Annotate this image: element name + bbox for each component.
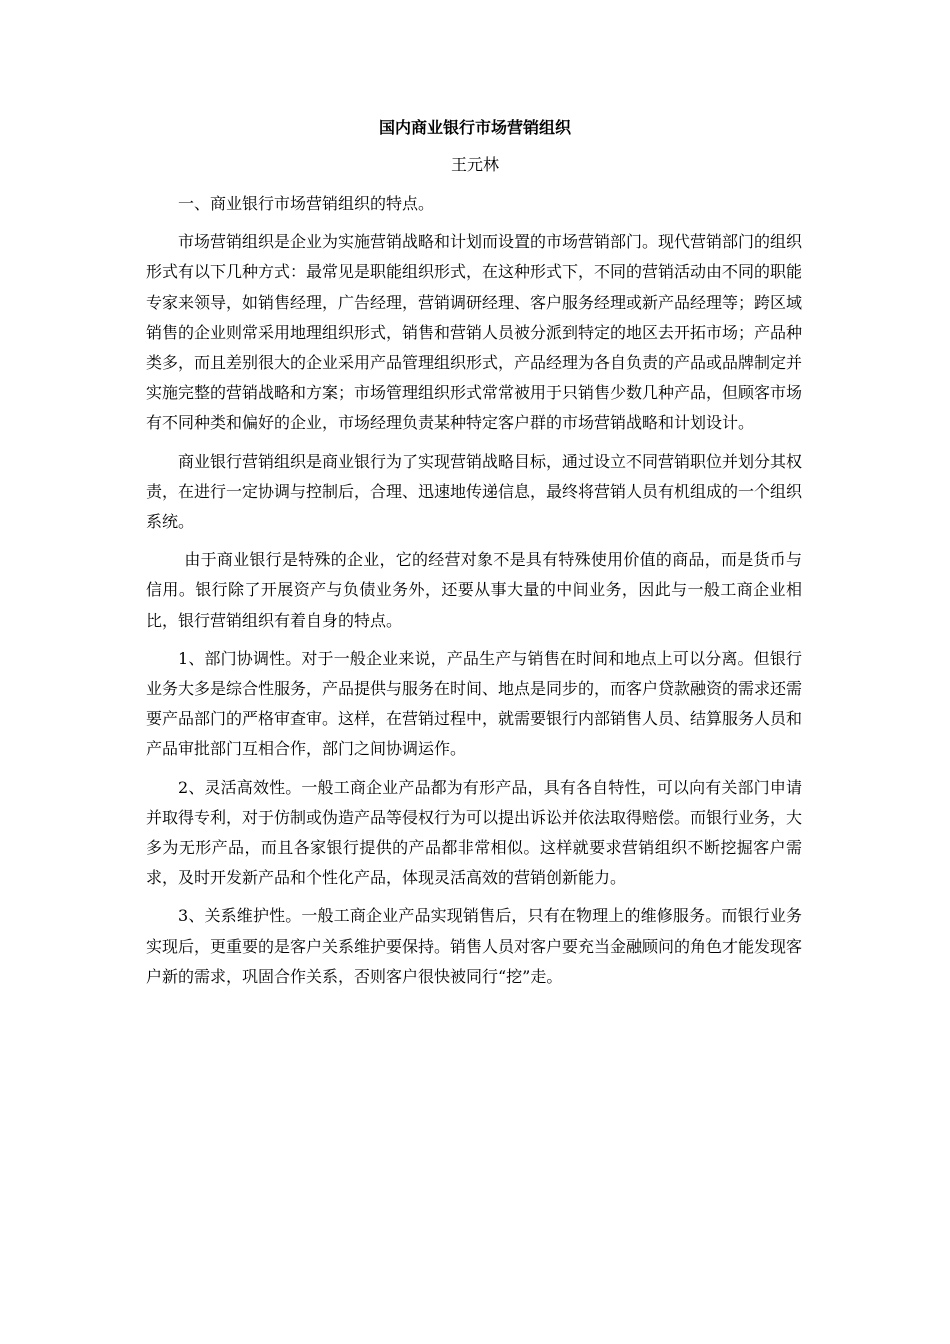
document-title: 国内商业银行市场营销组织 [378, 118, 571, 137]
paragraph: 商业银行营销组织是商业银行为了实现营销战略目标，通过设立不同营销职位并划分其权责，在进行一定协调与控制后，合理、迅速地传递信息，最终将营销人员有机组成的一个组织系统。 [146, 451, 803, 532]
paragraph: 由于商业银行是特殊的企业，它的经营对象不是具有特殊使用价值的商品，而是货币与信用。银行除了开展资产与负债业务外，还要从事大量的中间业务，因此与一般工商企业相比，银行营销组织有着自身的特点。 [146, 550, 802, 630]
paragraph: 市场营销组织是企业为实施营销战略和计划而设置的市场营销部门。现代营销部门的组织形式有以下几种方式：最常见是职能组织形式，在这种形式下，不同的营销活动由不同的职能专家来领导，如销售经理，广告经理，营销调研经理、客户服务经理或新产品经理等；跨区域销售的企业则常采用地理组织形式，销售和营销人员被分派到特定的地区去开拓市场；产品种类多，而且差别很大的企业采用产品管理组织形式，产品经理为各自负责的产品或品牌制定并实施完整的营销战略和方案；市场管理组织形式常常被用于只销售少数几种产品，但顾客市场有不同种类和偏好的企业，市场经理负责某种特定客户群的市场营销战略和计划设计。 [146, 232, 803, 433]
list-item: 1、部门协调性。对于一般企业来说，产品生产与销售在时间和地点上可以分离。但银行业务大多是综合性服务，产品提供与服务在时间、地点是同步的，而客户贷款融资的需求还需要产品部门的严格审查审。这样，在营销过程中，就需要银行内部销售人员、结算服务人员和产品审批部门互相合作，部门之间协调运作。 [146, 648, 803, 759]
document-author: 王元林 [450, 155, 499, 174]
list-item: 3、关系维护性。一般工商企业产品实现销售后，只有在物理上的维修服务。而银行业务实现后，更重要的是客户关系维护要保持。销售人员对客户要充当金融顾问的角色才能发现客户新的需求，巩固合作关系，否则客户很快被同行“挖”走。 [146, 906, 803, 986]
list-item: 2、灵活高效性。一般工商企业产品都为有形产品，具有各自特性，可以向有关部门申请并取得专利，对于仿制或伪造产品等侵权行为可以提出诉讼并依法取得赔偿。而银行业务，大多为无形产品，而且各家银行提供的产品都非常相似。这样就要求营销组织不断挖掘客户需求，及时开发新产品和个性化产品，体现灵活高效的营销创新能力。 [146, 777, 803, 888]
section-heading: 一、商业银行市场营销组织的特点。 [178, 194, 435, 213]
document-body [146, 189, 802, 1000]
